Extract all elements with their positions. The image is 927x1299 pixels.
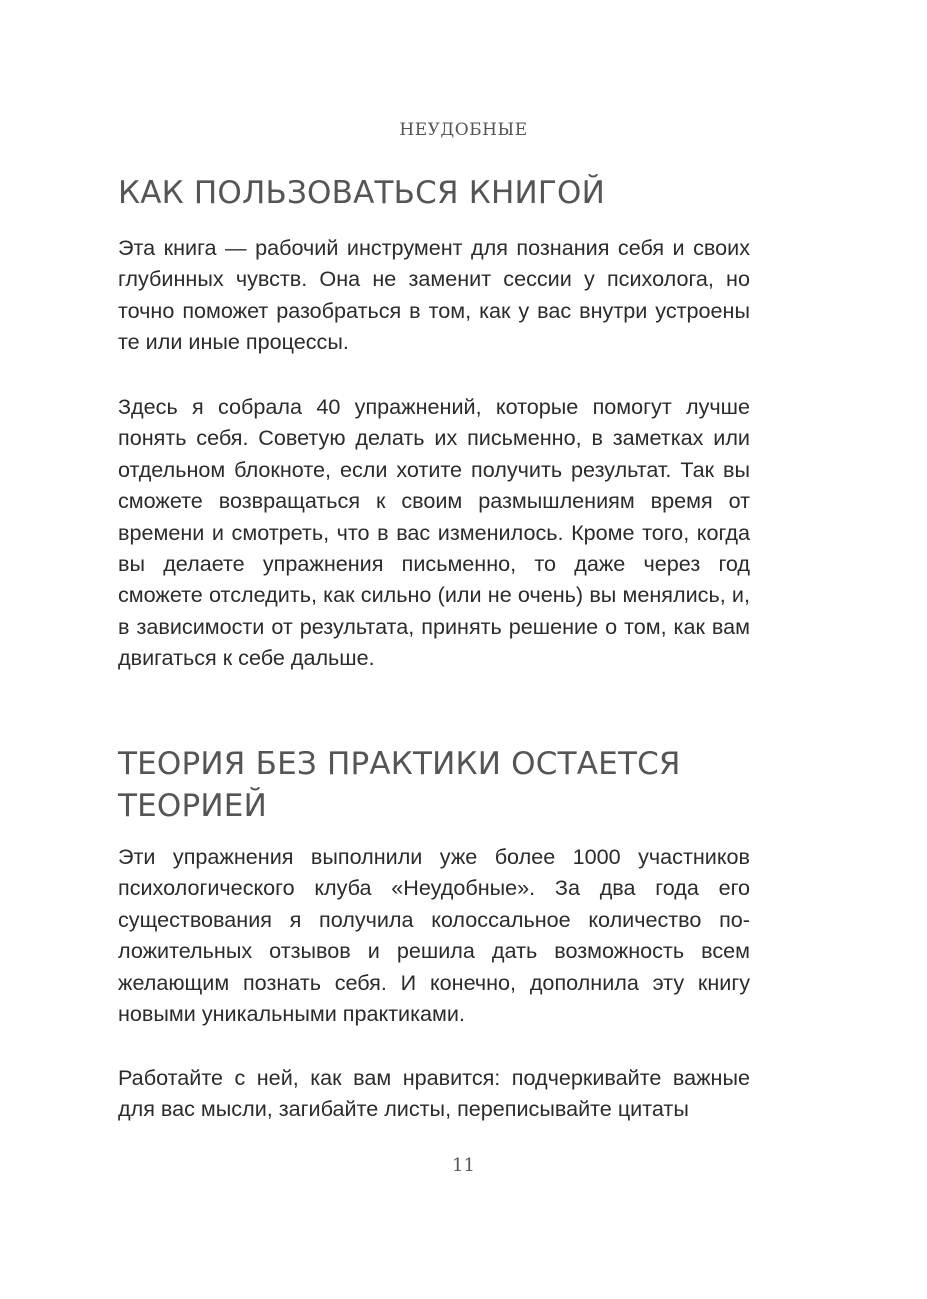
paragraph-exercises: Здесь я собрала 40 упражнений, которые помогут лучше понять себя. Советую делать их письменно, в заметках или отдельном блокноте, если хотите получить результат. Так вы сможете возвращаться к своим размышлениям время от времени и смотреть, что в вас изменилось. Кроме того, когда вы делаете упражнения письменно, то даже через год сможете отследить, как сильно (или не очень) вы менялись, и, в зависимости от результата, принять решение о том, как вам двигаться к себе дальше.: [118, 394, 750, 671]
section-heading-theory-practice: ТЕОРИЯ БЕЗ ПРАКТИКИ ОСТАЕТСЯ ТЕОРИЕЙ: [118, 746, 681, 824]
section-heading-how-to-use: КАК ПОЛЬЗОВАТЬСЯ КНИГОЙ: [118, 175, 605, 211]
paragraph-how-to-work: Работайте с ней, как вам нравится: подчеркивайте важные для вас мысли, загибайте листы, переписывайте цитаты: [118, 1065, 750, 1122]
paragraph-club: Эти упражнения выполнили уже более 1000 участников психологического клуба «Неудобные». За два года его существования я получила колоссальное количество положительных отзывов и решила дать возможность всем желающим познать себя. И конечно, дополнила эту книгу новыми уникальными практиками.: [118, 844, 750, 1027]
running-head: НЕУДОБНЫЕ: [399, 120, 528, 140]
page-number: 11: [452, 1155, 475, 1176]
paragraph-intro: Эта книга — рабочий инструмент для познания себя и своих глубинных чувств. Она не заменит сессии у психолога, но точно поможет разобраться в том, как у вас внутри устроены те или иные процессы.: [118, 235, 750, 355]
